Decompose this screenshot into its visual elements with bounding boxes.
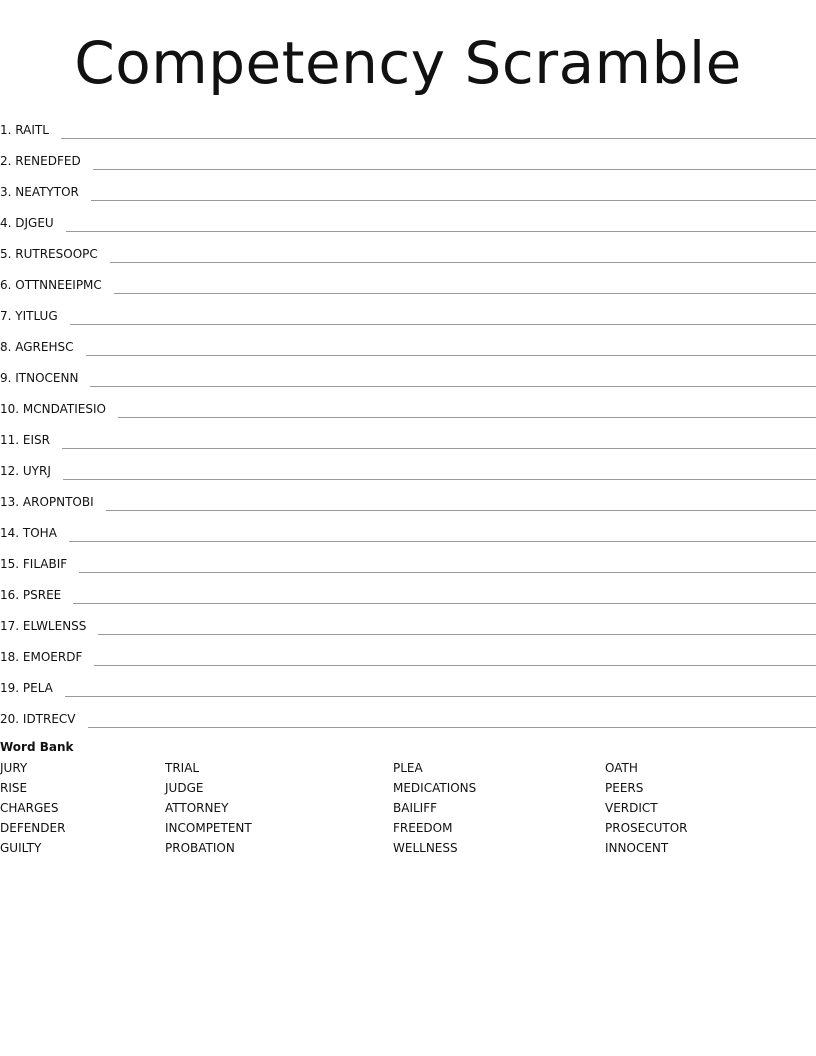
puzzle-row bbox=[0, 697, 816, 728]
word-bank-title: Word Bank bbox=[0, 740, 74, 754]
puzzle-row bbox=[0, 356, 816, 387]
scrambled-word: 13. AROPNTOBI bbox=[0, 495, 94, 509]
word-bank-row bbox=[0, 780, 816, 800]
word-bank-word: PROBATION bbox=[165, 841, 235, 855]
scrambled-word: 7. YITLUG bbox=[0, 309, 58, 323]
word-bank-word: WELLNESS bbox=[393, 841, 458, 855]
scrambled-word: 18. EMOERDF bbox=[0, 650, 83, 664]
answer-line bbox=[79, 572, 816, 573]
puzzle-row bbox=[0, 294, 816, 325]
puzzle-row bbox=[0, 387, 816, 418]
puzzle-row bbox=[0, 263, 816, 294]
puzzle-row bbox=[0, 635, 816, 666]
answer-line bbox=[94, 665, 816, 666]
puzzle-list bbox=[0, 108, 816, 728]
answer-line bbox=[93, 169, 816, 170]
word-bank-word: INNOCENT bbox=[605, 841, 669, 855]
scrambled-word: 6. OTTNNEEIPMC bbox=[0, 278, 102, 292]
scrambled-word: 9. ITNOCENN bbox=[0, 371, 79, 385]
puzzle-row bbox=[0, 232, 816, 263]
puzzle-row bbox=[0, 139, 816, 170]
word-bank-row bbox=[0, 840, 816, 860]
scrambled-word: 17. ELWLENSS bbox=[0, 619, 87, 633]
answer-line bbox=[98, 634, 816, 635]
word-bank-row bbox=[0, 800, 816, 820]
puzzle-row bbox=[0, 666, 816, 697]
puzzle-row bbox=[0, 604, 816, 635]
puzzle-row bbox=[0, 449, 816, 480]
scrambled-word: 3. NEATYTOR bbox=[0, 185, 79, 199]
answer-line bbox=[88, 727, 816, 728]
puzzle-row bbox=[0, 325, 816, 356]
word-bank-word: TRIAL bbox=[165, 761, 200, 775]
word-bank-word: PEERS bbox=[605, 781, 644, 795]
word-bank-word: PLEA bbox=[393, 761, 423, 775]
scrambled-word: 19. PELA bbox=[0, 681, 53, 695]
scrambled-word: 15. FILABIF bbox=[0, 557, 68, 571]
answer-line bbox=[69, 541, 816, 542]
word-bank-word: INCOMPETENT bbox=[165, 821, 252, 835]
scrambled-word: 8. AGREHSC bbox=[0, 340, 74, 354]
scrambled-word: 4. DJGEU bbox=[0, 216, 54, 230]
page-title: Competency Scramble bbox=[74, 29, 742, 97]
word-bank-word: PROSECUTOR bbox=[605, 821, 688, 835]
word-bank-word: BAILIFF bbox=[393, 801, 438, 815]
answer-line bbox=[61, 138, 816, 139]
word-bank-word: CHARGES bbox=[0, 801, 59, 815]
puzzle-row bbox=[0, 542, 816, 573]
scrambled-word: 20. IDTRECV bbox=[0, 712, 76, 726]
answer-line bbox=[118, 417, 816, 418]
puzzle-row bbox=[0, 418, 816, 449]
answer-line bbox=[114, 293, 816, 294]
answer-line bbox=[73, 603, 816, 604]
word-bank-row bbox=[0, 820, 816, 840]
answer-line bbox=[66, 231, 816, 232]
puzzle-row bbox=[0, 480, 816, 511]
puzzle-row bbox=[0, 170, 816, 201]
scrambled-word: 1. RAITL bbox=[0, 123, 49, 137]
scrambled-word: 16. PSREE bbox=[0, 588, 62, 602]
answer-line bbox=[91, 200, 816, 201]
word-bank-word: DEFENDER bbox=[0, 821, 66, 835]
puzzle-row bbox=[0, 201, 816, 232]
word-bank-word: FREEDOM bbox=[393, 821, 453, 835]
word-bank-word: JUDGE bbox=[165, 781, 204, 795]
answer-line bbox=[63, 479, 816, 480]
answer-line bbox=[70, 324, 816, 325]
puzzle-row bbox=[0, 573, 816, 604]
word-bank-word: RISE bbox=[0, 781, 28, 795]
word-bank-word: GUILTY bbox=[0, 841, 42, 855]
word-bank-word: OATH bbox=[605, 761, 638, 775]
answer-line bbox=[86, 355, 816, 356]
answer-line bbox=[106, 510, 816, 511]
answer-line bbox=[65, 696, 816, 697]
scrambled-word: 12. UYRJ bbox=[0, 464, 51, 478]
puzzle-row bbox=[0, 511, 816, 542]
scrambled-word: 14. TOHA bbox=[0, 526, 57, 540]
puzzle-row bbox=[0, 108, 816, 139]
word-bank-word: VERDICT bbox=[605, 801, 658, 815]
word-bank-word: ATTORNEY bbox=[165, 801, 229, 815]
word-bank-row bbox=[0, 760, 816, 780]
scrambled-word: 2. RENEDFED bbox=[0, 154, 81, 168]
word-bank bbox=[0, 760, 816, 860]
scrambled-word: 11. EISR bbox=[0, 433, 50, 447]
answer-line bbox=[110, 262, 816, 263]
word-bank-word: MEDICATIONS bbox=[393, 781, 477, 795]
answer-line bbox=[90, 386, 816, 387]
scrambled-word: 5. RUTRESOOPC bbox=[0, 247, 98, 261]
scrambled-word: 10. MCNDATIESIO bbox=[0, 402, 106, 416]
word-bank-word: JURY bbox=[0, 761, 28, 775]
answer-line bbox=[62, 448, 816, 449]
